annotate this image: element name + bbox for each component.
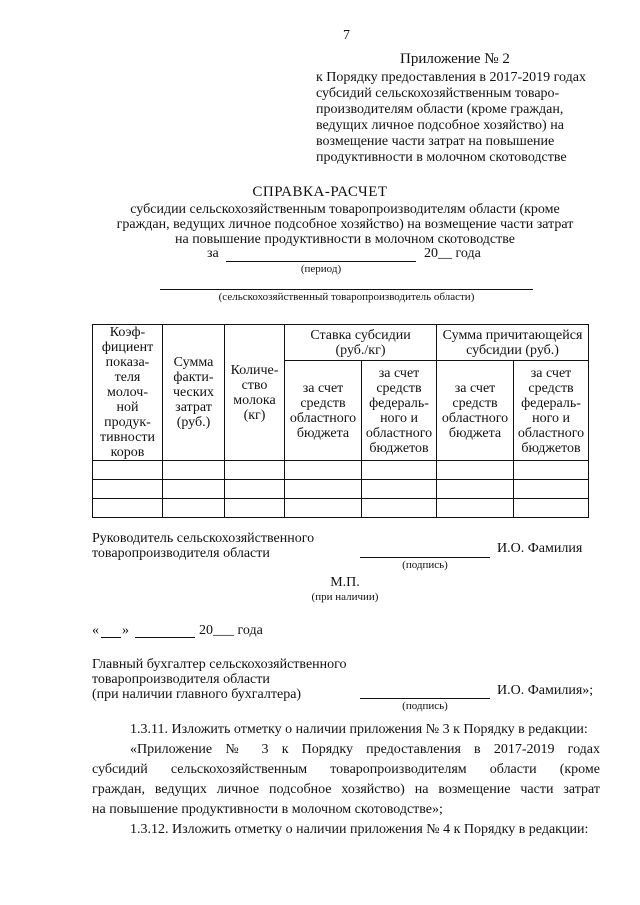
table-cell <box>362 499 437 518</box>
table-cell <box>437 461 514 480</box>
document-heading: СПРАВКА-РАСЧЕТ <box>252 184 388 200</box>
quote-line-4: на повышение продуктивности в молочном скотоводстве»; <box>92 802 443 817</box>
accountant-title: Главный бухгалтер сельскохозяйственного товаропроизводителя области (при наличии главного бухгалтера) <box>92 657 347 702</box>
appendix-line: субсидий сельскохозяйственным товаро- <box>316 86 560 101</box>
quote-line-1: «Приложение № 3 к Порядку предоставления в 2017-2019 годах <box>130 742 600 757</box>
producer-underline <box>160 289 533 290</box>
date-month-underline <box>135 637 195 638</box>
head-title: Руководитель сельскохозяйственного товаропроизводителя области <box>92 531 315 561</box>
table-cell <box>285 480 362 499</box>
table-cell <box>437 480 514 499</box>
header-coefficient: Коэф- фициент показа- теля молоч- ной продук- тивности коров <box>93 325 163 461</box>
table-row <box>93 499 589 518</box>
document-subtitle <box>90 202 600 247</box>
header-milk-quantity: Количе- ство молока (кг) <box>225 325 285 461</box>
period-underline <box>226 261 416 262</box>
header-subsidy-amount: Сумма причитающейся субсидии (руб.) <box>437 325 589 361</box>
appendix-line: возмещение части затрат на повышение <box>316 134 555 149</box>
quote-line-3: граждан, ведущих личное подсобное хозяйство) на возмещение части затрат <box>92 782 600 797</box>
appendix-line: производителям области (кроме граждан, <box>316 102 564 117</box>
head-signature-line <box>360 557 490 558</box>
table-cell <box>362 480 437 499</box>
appendix-line: продуктивности в молочном скотоводстве <box>316 150 567 165</box>
subtitle-line: субсидии сельскохозяйственным товаропроизводителям области (кроме <box>130 202 560 217</box>
header-amount-regional: за счет средств областного бюджета <box>437 361 514 461</box>
header-rate-federal: за счет средств федераль- ного и областного бюджетов <box>362 361 437 461</box>
head-signature-caption: (подпись) <box>402 559 448 571</box>
header-subsidy-rate: Ставка субсидии (руб./кг) <box>285 325 437 361</box>
head-name: И.О. Фамилия <box>497 541 583 556</box>
table-row <box>93 461 589 480</box>
date-open-quote: « <box>92 623 99 638</box>
header-rate-regional: за счет средств областного бюджета <box>285 361 362 461</box>
table-cell <box>225 499 285 518</box>
period-year: 20__ года <box>424 246 481 261</box>
table-cell <box>285 499 362 518</box>
table-cell <box>285 461 362 480</box>
header-amount-federal: за счет средств федераль- ного и областного бюджетов <box>514 361 589 461</box>
table-cell <box>225 461 285 480</box>
appendix-title: Приложение № 2 <box>400 51 510 67</box>
accountant-signature-caption: (подпись) <box>402 700 448 712</box>
table-cell <box>225 480 285 499</box>
stamp-label: М.П. <box>330 575 360 590</box>
date-year: 20___ года <box>199 623 263 638</box>
table-cell <box>163 499 225 518</box>
table-cell <box>514 499 589 518</box>
appendix-line: к Порядку предоставления в 2017-2019 годах <box>316 70 586 85</box>
subtitle-line: на повышение продуктивности в молочном скотоводстве <box>174 232 516 247</box>
paragraph-1-3-12: 1.3.12. Изложить отметку о наличии приложения № 4 к Порядку в редакции: <box>130 822 589 837</box>
table-cell <box>93 499 163 518</box>
table-cell <box>163 461 225 480</box>
accountant-signature-line <box>360 698 490 699</box>
table-cell <box>362 461 437 480</box>
accountant-name: И.О. Фамилия»; <box>497 683 594 698</box>
calculation-table <box>92 324 589 518</box>
appendix-line: ведущих личное подсобное хозяйство) на <box>316 118 564 133</box>
producer-caption: (сельскохозяйственный товаропроизводитель области) <box>218 291 475 303</box>
table-cell <box>93 461 163 480</box>
stamp-note: (при наличии) <box>311 591 379 603</box>
table-cell <box>514 461 589 480</box>
appendix-reference <box>316 70 586 166</box>
header-actual-costs: Сумма факти- ческих затрат (руб.) <box>163 325 225 461</box>
paragraph-1-3-11: 1.3.11. Изложить отметку о наличии приложения № 3 к Порядку в редакции: <box>130 722 588 737</box>
date-close-quote: » <box>122 623 129 638</box>
date-day-underline <box>101 637 121 638</box>
period-caption: (период) <box>300 263 342 275</box>
table-row <box>93 480 589 499</box>
subtitle-line: граждан, ведущих личное подсобное хозяйство) на возмещение части затрат <box>116 217 574 232</box>
table-cell <box>163 480 225 499</box>
period-prefix: за <box>207 246 219 261</box>
quote-line-2: субсидий сельскохозяйственным товаропроизводителям области (кроме <box>92 762 600 777</box>
page-number: 7 <box>343 28 350 43</box>
table-cell <box>437 499 514 518</box>
table-cell <box>93 480 163 499</box>
table-cell <box>514 480 589 499</box>
